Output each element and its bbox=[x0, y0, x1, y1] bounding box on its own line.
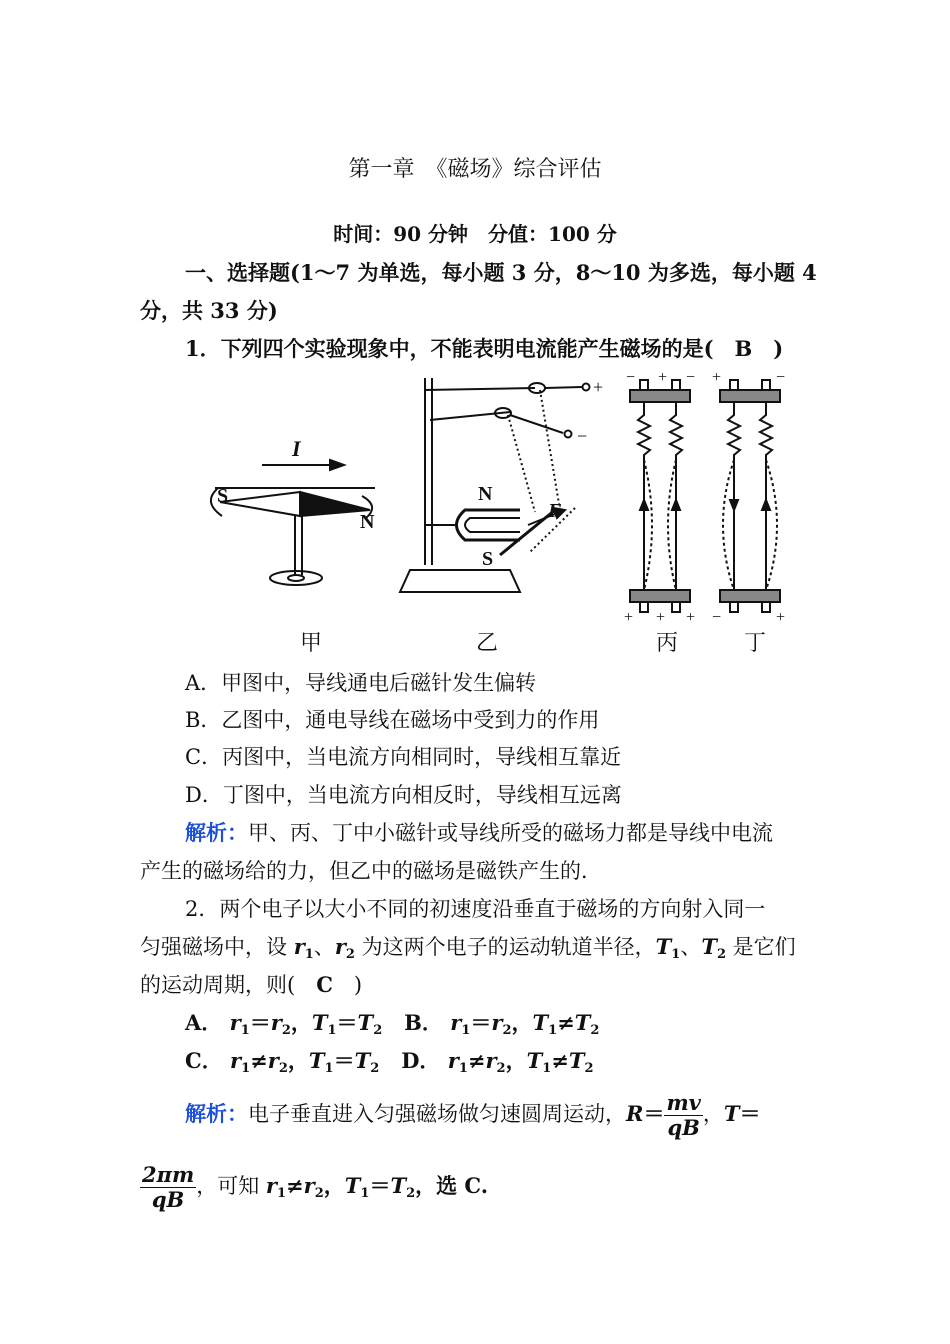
current-label: I bbox=[292, 436, 301, 461]
compass-s: S bbox=[217, 485, 229, 507]
figure-yi bbox=[400, 377, 603, 592]
section-heading-line2: 分，共 33 分) bbox=[140, 298, 278, 323]
magnet-s: S bbox=[482, 548, 494, 570]
svg-text:+: + bbox=[658, 369, 668, 386]
analysis-label-2: 解析： bbox=[185, 1101, 248, 1126]
q1-analysis: 解析：甲、丙、丁中小磁针或导线所受的磁场力都是导线中电流 bbox=[185, 820, 773, 845]
force-label: F bbox=[548, 500, 562, 522]
section-heading-line1: 一、选择题(1～7 为单选，每小题 3 分，8～10 为多选，每小题 4 bbox=[185, 260, 817, 285]
q1-stem: 1．下列四个实验现象中，不能表明电流能产生磁场的是( B ) bbox=[185, 336, 784, 361]
figure-ding bbox=[712, 369, 785, 626]
q2-options-ab: A． $r_1=r_2$，$T_1=T_2$ B． $r_1=r_2$，$T_1\ne T_2$ bbox=[185, 1010, 600, 1038]
svg-text:−: − bbox=[776, 369, 786, 386]
q2-line2: 匀强磁场中，设 $r_1$、$r_2$ 为这两个电子的运动轨道半径，$T_1$、$T_2$ 是它们 bbox=[140, 934, 796, 962]
q1-option-c: C．丙图中，当电流方向相同时，导线相互靠近 bbox=[185, 745, 622, 769]
q2-analysis: 解析：电子垂直进入匀强磁场做匀速圆周运动，R＝ $\frac{mv}{qB}$ ，T＝ bbox=[185, 1090, 761, 1140]
q1-option-d: D．丁图中，当电流方向相反时，导线相互远离 bbox=[185, 783, 622, 807]
q2-line3: 的运动周期，则( C ) bbox=[140, 972, 363, 997]
label-ding: 丁 bbox=[744, 631, 767, 656]
page-title: 第一章 《磁场》综合评估 bbox=[348, 157, 602, 182]
label-yi: 乙 bbox=[476, 631, 499, 656]
figure-bing bbox=[624, 369, 695, 626]
svg-text:+: + bbox=[712, 369, 722, 386]
fraction-2pim-qb: $\frac{2\pi m}{qB}$ bbox=[142, 1162, 195, 1212]
svg-text:+: + bbox=[624, 609, 634, 626]
q1-analysis-line2: 产生的磁场给的力，但乙中的磁场是磁铁产生的． bbox=[140, 859, 602, 883]
q2-options-cd: C． $r_1\ne r_2$，$T_1=T_2$ D． $r_1\ne r_2$，$T_1\ne T_2$ bbox=[185, 1048, 594, 1076]
svg-text:+: + bbox=[776, 609, 786, 626]
magnet-n: N bbox=[478, 483, 493, 505]
q1-answer: B bbox=[734, 336, 753, 361]
q1-option-a: A．甲图中，导线通电后磁针发生偏转 bbox=[185, 671, 537, 695]
q2-analysis-line2: $\frac{2\pi m}{qB}$ ，可知 $r_1\ne r_2$，$T_1=T_2$，选 C. bbox=[142, 1162, 489, 1212]
q1-figure bbox=[0, 360, 950, 660]
figure-jia bbox=[211, 436, 375, 585]
analysis-label: 解析： bbox=[185, 820, 248, 845]
fraction-mv-qb: $\frac{mv}{qB}$ bbox=[666, 1090, 701, 1140]
svg-text:−: − bbox=[626, 369, 636, 386]
svg-text:+: + bbox=[593, 377, 604, 397]
svg-text:+: + bbox=[686, 609, 696, 626]
label-jia: 甲 bbox=[300, 631, 323, 656]
svg-text:−: − bbox=[577, 426, 588, 446]
exam-meta: 时间：90 分钟 分值：100 分 bbox=[333, 222, 617, 246]
svg-text:+: + bbox=[656, 609, 666, 626]
compass-n: N bbox=[360, 511, 375, 533]
svg-text:−: − bbox=[686, 369, 696, 386]
q1-option-b: B．乙图中，通电导线在磁场中受到力的作用 bbox=[185, 708, 600, 732]
q2-line1: 2．两个电子以大小不同的初速度沿垂直于磁场的方向射入同一 bbox=[185, 897, 766, 921]
label-bing: 丙 bbox=[656, 631, 679, 656]
svg-text:−: − bbox=[712, 609, 722, 626]
q2-answer: C bbox=[316, 972, 333, 997]
